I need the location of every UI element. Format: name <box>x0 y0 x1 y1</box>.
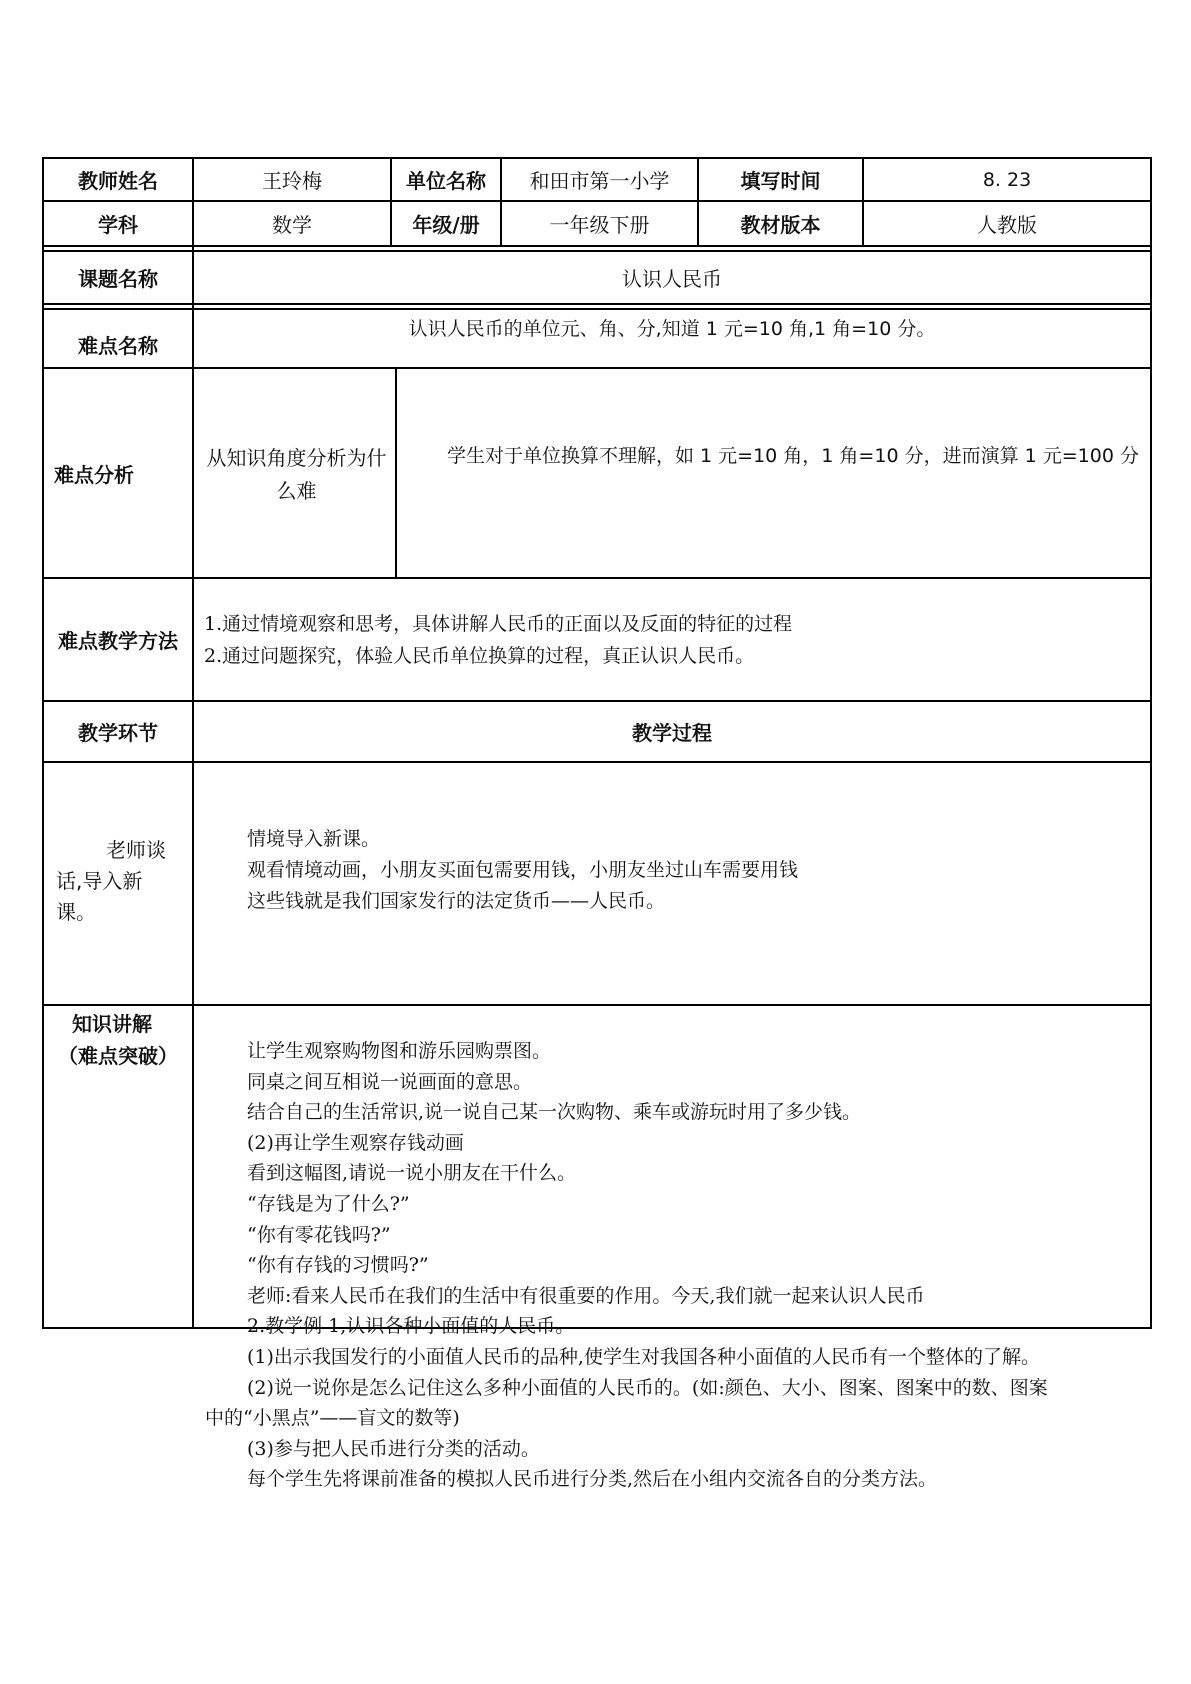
knowledge-stage <box>44 1008 192 1072</box>
knowledge-line: (2)再让学生观察存钱动画 <box>247 1131 464 1154</box>
knowledge-line: (2)说一说你是怎么记住这么多种小面值的人民币的。(如:颜色、大小、图案、图案中的数、图案 <box>247 1376 1048 1399</box>
row-divider <box>42 577 1152 579</box>
row-divider <box>42 303 1152 305</box>
method-lines <box>204 608 792 672</box>
analysis-sub-label: 从知识角度分析为什么难 <box>206 446 387 503</box>
grade-label: 年级/册 <box>412 213 480 237</box>
teacher-name-label: 教师姓名 <box>78 169 158 193</box>
topic-value: 认识人民币 <box>622 267 722 291</box>
intro-line: 观看情境动画，小朋友买面包需要用钱，小朋友坐过山车需要用钱 <box>247 859 799 881</box>
knowledge-line: 结合自己的生活常识,说一说自己某一次购物、乘车或游玩时用了多少钱。 <box>247 1101 862 1124</box>
subject-value: 数学 <box>272 213 312 237</box>
knowledge-line: “你有零花钱吗?” <box>247 1223 391 1246</box>
analysis-label: 难点分析 <box>54 462 134 487</box>
edition-label: 教材版本 <box>740 213 821 237</box>
unit-name-value: 和田市第一小学 <box>529 169 670 193</box>
knowledge-line: 让学生观察购物图和游乐园购票图。 <box>247 1040 552 1062</box>
fill-date-value: 8. 23 <box>982 168 1032 191</box>
knowledge-line: (1)出示我国发行的小面值人民币的品种,使学生对我国各种小面值的人民币有一个整体的了解。 <box>247 1345 1040 1368</box>
method-line: 1.通过情境观察和思考，具体讲解人民币的正面以及反面的特征的过程 <box>204 613 793 635</box>
fill-date-label: 填写时间 <box>740 169 821 193</box>
knowledge-line: 每个学生先将课前准备的模拟人民币进行分类,然后在小组内交流各自的分类方法。 <box>247 1468 938 1491</box>
row-divider <box>42 761 1152 763</box>
intro-stage: 老师谈话,导入新课。 <box>56 838 166 924</box>
intro-line: 情境导入新课。 <box>247 828 381 850</box>
knowledge-line: 中的“小黑点”——盲文的数等) <box>205 1407 460 1430</box>
knowledge-line: “存钱是为了什么?” <box>247 1192 410 1215</box>
difficulty-value: 认识人民币的单位元、角、分,知道 1 元=10 角,1 角=10 分。 <box>408 317 936 340</box>
analysis-text: 学生对于单位换算不理解，如 1 元=10 角，1 角=10 分，进而演算 1 元=100 分 <box>447 445 1139 467</box>
knowledge-line: 2.教学例 1,认识各种小面值的人民币。 <box>247 1315 575 1338</box>
knowledge-line: 看到这幅图,请说一说小朋友在干什么。 <box>247 1162 577 1185</box>
method-label: 难点教学方法 <box>58 629 178 653</box>
unit-name-label: 单位名称 <box>406 169 486 193</box>
row-divider <box>42 245 1152 247</box>
knowledge-lines <box>205 1036 1048 1495</box>
intro-lines <box>247 824 798 917</box>
subject-label: 学科 <box>98 213 138 237</box>
process-header: 教学过程 <box>632 721 712 745</box>
topic-label: 课题名称 <box>78 267 158 291</box>
grade-value: 一年级下册 <box>549 213 650 237</box>
intro-line: 这些钱就是我们国家发行的法定货币——人民币。 <box>247 890 666 912</box>
knowledge-stage-line1: 知识讲解 <box>72 1012 152 1036</box>
knowledge-stage-line2: （难点突破） <box>58 1044 178 1068</box>
knowledge-line: 老师:看来人民币在我们的生活中有很重要的作用。今天,我们就一起来认识人民币 <box>247 1284 925 1307</box>
teacher-name-value: 王玲梅 <box>262 169 322 193</box>
knowledge-line: 同桌之间互相说一说画面的意思。 <box>247 1070 533 1093</box>
edition-value: 人教版 <box>977 213 1037 237</box>
table-border-right <box>1150 157 1152 1329</box>
method-line: 2.通过问题探究，体验人民币单位换算的过程，真正认识人民币。 <box>204 645 755 667</box>
stage-header: 教学环节 <box>78 721 158 745</box>
knowledge-line: “你有存钱的习惯吗?” <box>247 1254 429 1277</box>
row-divider <box>42 367 1152 369</box>
row-divider <box>42 1004 1152 1006</box>
column-divider <box>395 367 397 579</box>
knowledge-line: (3)参与把人民币进行分类的活动。 <box>247 1437 540 1460</box>
difficulty-label: 难点名称 <box>78 334 158 358</box>
